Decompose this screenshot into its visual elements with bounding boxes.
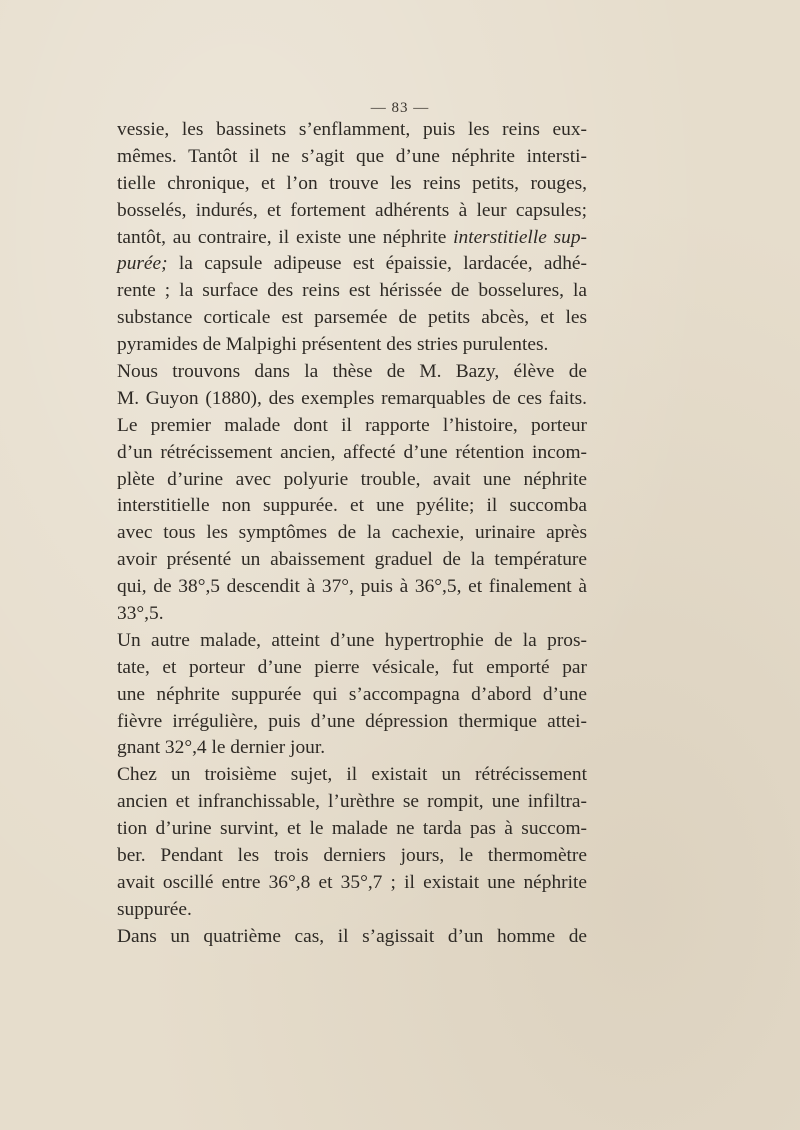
line-text: fièvre irrégulière, puis d’une dépression thermique attei- [117, 710, 587, 732]
line-text: bosselés, indurés, et fortement adhérents à leur capsules; [117, 199, 587, 221]
line-text: ber. Pendant les trois derniers jours, le thermomètre [117, 845, 587, 867]
line-text: suppurée. [117, 898, 192, 920]
text-line [117, 440, 587, 467]
line-text: plète d’urine avec polyurie trouble, avait une néphrite [117, 468, 587, 490]
line-text: tielle chronique, et l’on trouve les reins petits, rouges, [117, 172, 587, 194]
line-text: qui, de 38°,5 descendit à 37°, puis à 36°,5, et finalement à [117, 576, 587, 598]
text-line [117, 682, 587, 709]
text-line [117, 628, 587, 655]
line-text: Un autre malade, atteint d’une hypertrophie de la pros- [117, 629, 587, 651]
text-line [117, 520, 587, 547]
italic-text: purée; [117, 253, 168, 275]
text-line [117, 762, 587, 789]
text-line [117, 305, 587, 332]
line-text: avoir présenté un abaissement graduel de la température [117, 549, 587, 571]
text-line [117, 735, 587, 762]
line-text: Nous trouvons dans la thèse de M. Bazy, élève de [117, 361, 587, 383]
text-line [117, 493, 587, 520]
line-text: mêmes. Tantôt il ne s’agit que d’une néphrite intersti- [117, 145, 587, 167]
text-line [117, 574, 587, 601]
text-line [117, 547, 587, 574]
line-text: 33°,5. [117, 603, 164, 625]
line-text: avec tous les symptômes de la cachexie, urinaire après [117, 522, 587, 544]
text-line [117, 601, 587, 628]
italic-text: interstitielle sup- [453, 226, 587, 248]
line-text: tate, et porteur d’une pierre vésicale, fut emporté par [117, 656, 587, 678]
text-line [117, 467, 587, 494]
text-line [117, 924, 587, 951]
line-text: d’un rétrécissement ancien, affecté d’une rétention incom- [117, 441, 587, 463]
line-text: la capsule adipeuse est épaissie, lardacée, adhé- [167, 253, 587, 275]
text-line [117, 816, 587, 843]
line-text: pyramides de Malpighi présentent des stries purulentes. [117, 334, 549, 356]
line-text: interstitielle non suppurée. et une pyélite; il succomba [117, 495, 587, 517]
text-line [117, 843, 587, 870]
text-line [117, 251, 587, 278]
text-line [117, 332, 587, 359]
text-line [117, 117, 587, 144]
text-line [117, 789, 587, 816]
line-text: substance corticale est parsemée de petits abcès, et les [117, 307, 587, 329]
line-text: rente ; la surface des reins est hérissée de bosselures, la [117, 280, 587, 302]
text-line [117, 709, 587, 736]
line-text: Dans un quatrième cas, il s’agissait d’un homme de [117, 925, 587, 947]
line-text: tantôt, au contraire, il existe une néphrite [117, 226, 454, 248]
text-line [117, 655, 587, 682]
line-text: M. Guyon (1880), des exemples remarquables de ces faits. [117, 387, 587, 409]
line-text: Chez un troisième sujet, il existait un rétrécissement [117, 764, 587, 786]
text-line [117, 386, 587, 413]
line-text: tion d’urine survint, et le malade ne tarda pas à succom- [117, 818, 587, 840]
body-text [117, 117, 587, 951]
text-line [117, 413, 587, 440]
text-line [117, 171, 587, 198]
text-line [117, 897, 587, 924]
text-line [117, 278, 587, 305]
line-text: une néphrite suppurée qui s’accompagna d’abord d’une [117, 683, 587, 705]
line-text: gnant 32°,4 le dernier jour. [117, 737, 326, 759]
text-line [117, 225, 587, 252]
line-text: vessie, les bassinets s’enflamment, puis les reins eux- [117, 119, 587, 140]
line-text: ancien et infranchissable, l’urèthre se rompit, une infiltra- [117, 791, 587, 813]
text-line [117, 198, 587, 225]
text-line [117, 144, 587, 171]
line-text: Le premier malade dont il rapporte l’histoire, porteur [117, 414, 587, 436]
page-number: — 83 — [370, 100, 430, 116]
text-line [117, 870, 587, 897]
text-line [117, 359, 587, 386]
line-text: avait oscillé entre 36°,8 et 35°,7 ; il existait une néphrite [117, 871, 587, 893]
